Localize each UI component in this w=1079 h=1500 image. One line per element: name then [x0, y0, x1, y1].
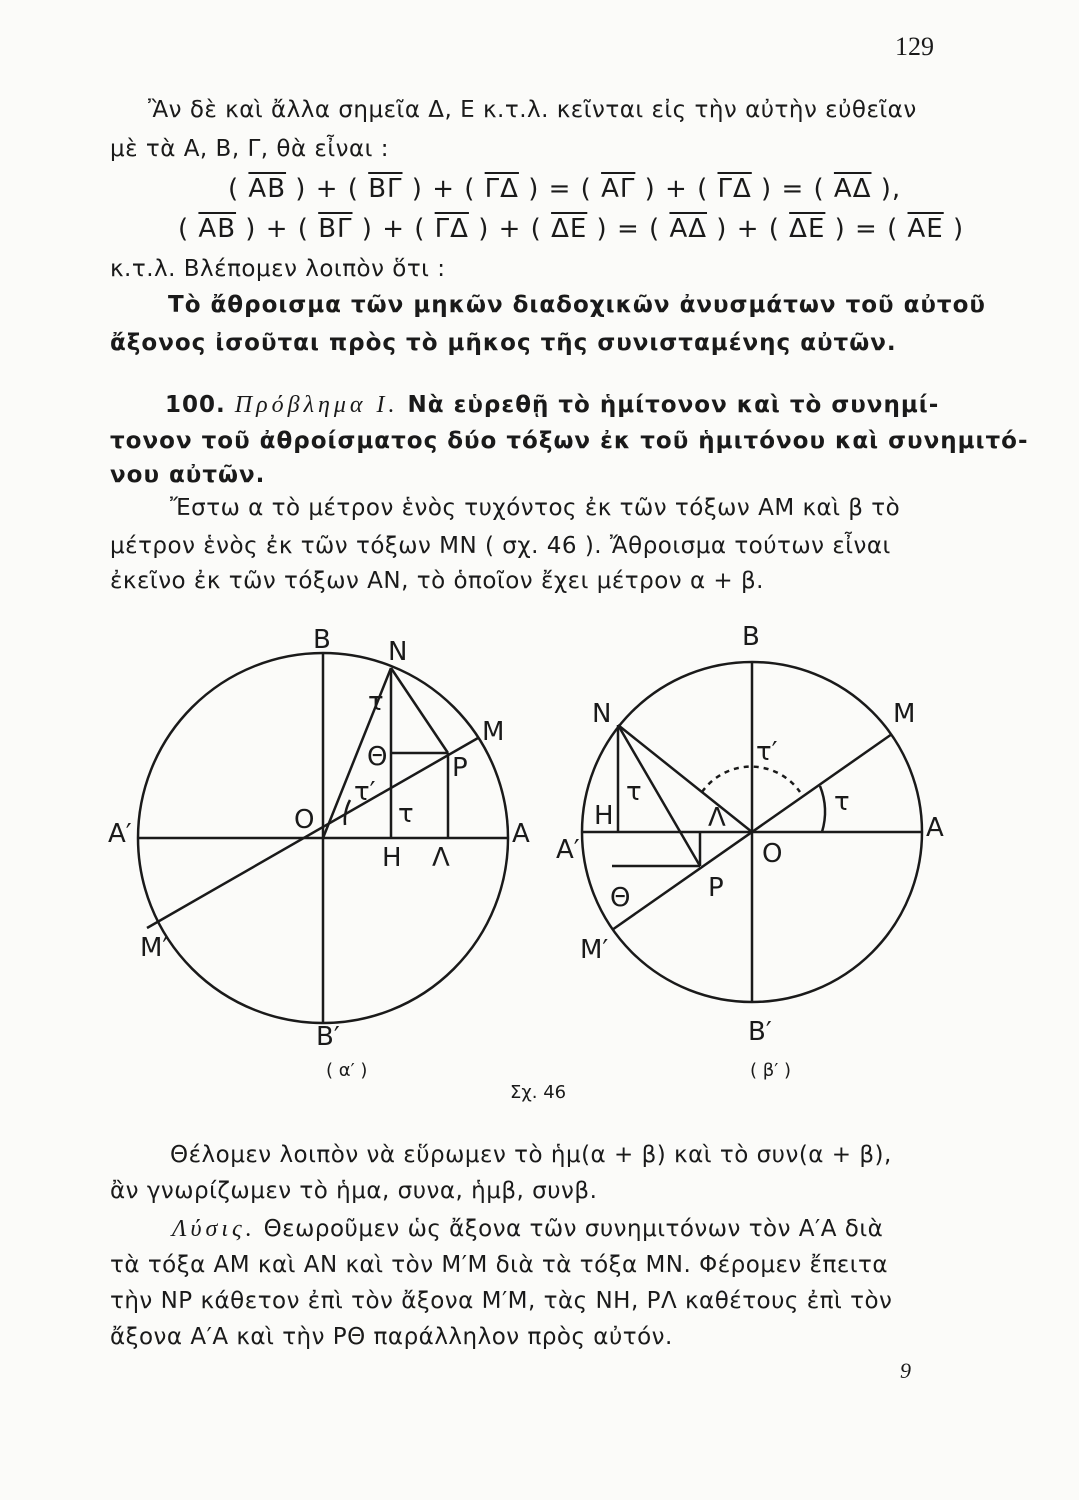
intro-line-2: μὲ τὰ Α, Β, Γ, θὰ εἶναι :: [110, 136, 389, 162]
solution-line-1: [172, 1216, 883, 1243]
problem-number: 100.: [165, 392, 226, 418]
solution-line-3: τὴν ΝΡ κάθετον ἐπὶ τὸν ἄξονα Μ′Μ, τὰς ΝΗ, ΡΛ καθέτους ἐπὶ τὸν: [110, 1288, 893, 1314]
right-label-A: A: [926, 813, 944, 843]
right-angle-arc: [820, 786, 825, 832]
intro-line-1: Ἂν δὲ καὶ ἄλλα σημεῖα Δ, Ε κ.τ.λ. κεῖνται εἰς τὴν αὐτὴν εὐθεῖαν: [148, 97, 917, 123]
left-label-B: B: [313, 625, 331, 655]
eq1-term: $\overline{AB}$: [248, 174, 287, 204]
problem-label: Πρόβλημα Ι.: [234, 392, 399, 418]
want-line-2: ἂν γνωρίζωμεν τὸ ἡμα, συνα, ἡμβ, συνβ.: [110, 1178, 598, 1204]
left-label-A-prime: A′: [108, 819, 132, 849]
left-label-tau-prime: τ′: [354, 777, 376, 807]
right-label-N: N: [592, 699, 612, 729]
eq2-term: $\overline{AB}$: [198, 214, 237, 244]
theorem-line-2: ἄξονος ἰσοῦται πρὸς τὸ μῆκος τῆς συνισταμένης αὐτῶν.: [110, 330, 897, 356]
left-label-tau: τ: [368, 687, 384, 717]
conclusion-line: κ.τ.λ. Βλέπομεν λοιπὸν ὅτι :: [110, 256, 446, 282]
problem-title-3: νου αὐτῶν.: [110, 462, 266, 488]
left-label-theta: Θ: [367, 742, 388, 772]
eq2-term: $\overline{AE}$: [907, 214, 944, 244]
solution-text-1: Θεωροῦμεν ὡς ἄξονα τῶν συνημιτόνων τὸν Α′Α διὰ: [263, 1216, 884, 1242]
eq2-term: $\overline{A\Delta}$: [669, 214, 708, 244]
left-label-H: H: [382, 843, 402, 873]
eq2-term: $\overline{B\Gamma}$: [318, 214, 353, 244]
left-label-tau2: τ: [398, 799, 414, 829]
problem-heading: [165, 392, 939, 419]
left-label-L: Λ: [432, 843, 450, 873]
solution-line-4: ἄξονα Α′Α καὶ τὴν ΡΘ παράλληλον πρὸς αὐτόν.: [110, 1324, 673, 1350]
right-label-L: Λ: [708, 803, 726, 833]
left-label-N: N: [388, 637, 408, 667]
left-label-O: O: [294, 805, 315, 835]
right-label-H: H: [594, 801, 614, 831]
eq1-term: $\overline{A\Gamma}$: [601, 174, 636, 204]
equation-2: ( $\overline{AB}$ ) + ( $\overline{B\Gamma}$ ) + ( $\overline{\Gamma\Delta}$ ) + ( $\overline{\Delta E}$ ) = ( $\overline{A\Delta}$ ) + ( $\overline{\Delta E}$ ) = ( $\overline{AE}$ ): [178, 214, 965, 244]
right-label-B: B: [742, 622, 760, 652]
eq1-term: $\overline{\Gamma\Delta}$: [717, 174, 752, 204]
right-label-P: P: [708, 873, 724, 903]
problem-title-2: τονον τοῦ ἀθροίσματος δύο τόξων ἐκ τοῦ ἡμιτόνου καὶ συνημιτό-: [110, 428, 1029, 454]
problem-title-1: Νὰ εὑρεθῇ τὸ ἡμίτονον καὶ τὸ συνημί-: [407, 392, 940, 418]
figure-46: [0, 620, 1079, 1110]
eq2-term: $\overline{\Delta E}$: [789, 214, 826, 244]
eq2-term: $\overline{\Delta E}$: [551, 214, 588, 244]
left-caption: ( α′ ): [326, 1060, 368, 1081]
footer-signature-mark: 9: [900, 1358, 911, 1383]
right-label-B-prime: B′: [748, 1017, 772, 1047]
right-caption: ( β′ ): [750, 1060, 792, 1081]
figure-caption: Σχ. 46: [510, 1082, 567, 1103]
eq1-term: $\overline{\Gamma\Delta}$: [484, 174, 519, 204]
body-line-2: μέτρον ἑνὸς ἐκ τῶν τόξων ΜΝ ( σχ. 46 ). Ἄθροισμα τούτων εἶναι: [110, 533, 891, 559]
body-line-1: Ἔστω α τὸ μέτρον ἑνὸς τυχόντος ἐκ τῶν τόξων ΑΜ καὶ β τὸ: [170, 495, 901, 521]
body-line-3: ἐκεῖνο ἐκ τῶν τόξων ΑΝ, τὸ ὁποῖον ἔχει μέτρον α + β.: [110, 568, 764, 594]
right-label-A-prime: A′: [556, 835, 580, 865]
eq1-term: $\overline{B\Gamma}$: [368, 174, 403, 204]
equation-1: ( $\overline{AB}$ ) + ( $\overline{B\Gamma}$ ) + ( $\overline{\Gamma\Delta}$ ) = ( $\overline{A\Gamma}$ ) + ( $\overline{\Gamma\Delta}$ ) = ( $\overline{A\Delta}$ ),: [228, 174, 902, 204]
solution-line-2: τὰ τόξα ΑΜ καὶ ΑΝ καὶ τὸν Μ′Μ διὰ τὰ τόξα ΜΝ. Φέρομεν ἔπειτα: [110, 1252, 889, 1278]
eq2-term: $\overline{\Gamma\Delta}$: [434, 214, 469, 244]
theorem-line-1: Τὸ ἄθροισμα τῶν μηκῶν διαδοχικῶν ἀνυσμάτων τοῦ αὐτοῦ: [168, 292, 986, 318]
right-label-M-prime: M′: [580, 935, 609, 965]
right-label-M: M: [893, 699, 916, 729]
right-label-O: O: [762, 839, 783, 869]
right-label-tau: τ: [626, 777, 642, 807]
right-label-theta: Θ: [610, 883, 631, 913]
left-label-B-prime: B′: [316, 1022, 340, 1052]
left-label-P: P: [452, 753, 468, 783]
left-label-A: A: [512, 819, 530, 849]
left-label-M-prime: M′: [140, 933, 169, 963]
eq1-term: $\overline{A\Delta}$: [833, 174, 872, 204]
page-number: 129: [895, 32, 934, 61]
right-label-tau2: τ: [834, 787, 850, 817]
right-label-tau-prime: τ′: [756, 737, 778, 767]
want-line-1: Θέλομεν λοιπὸν νὰ εὕρωμεν τὸ ἡμ(α + β) καὶ τὸ συν(α + β),: [170, 1142, 892, 1168]
left-label-M: M: [482, 717, 505, 747]
solution-label: Λύσις.: [172, 1216, 256, 1242]
